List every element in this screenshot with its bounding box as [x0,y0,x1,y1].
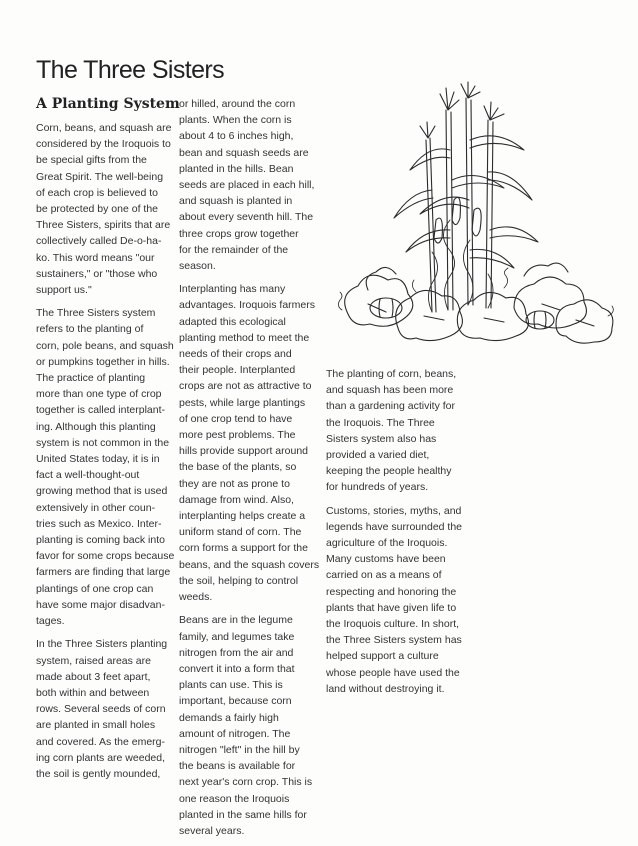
text-line: provided a varied diet, [326,449,430,462]
text-line: agriculture of the Iroquois. [326,537,448,550]
text-line: Customs, stories, myths, and [326,504,462,517]
text-line: are planted in small holes [36,719,156,732]
text-line: farmers are finding that large [36,566,171,579]
text-line: of each crop is believed to [36,186,158,199]
text-line: Sisters system also has [326,432,437,445]
text-line: the Iroquois. The Three [326,416,435,429]
text-line: both within and between [36,686,150,699]
text-line: ing corn plants are weeded, [36,751,165,764]
text-line: the beans is available for [179,760,296,773]
text-line: for the remainder of the [179,243,289,256]
text-line: carried on as a means of [326,569,442,582]
text-line: the base of the plants, so [179,461,297,474]
text-line: considered by the Iroquois to [36,138,171,151]
text-line: for hundreds of years. [326,481,429,494]
text-line: demands a fairly high [179,711,279,724]
text-line: helped support a culture [326,650,439,663]
text-line: more pest problems. The [179,429,296,442]
text-line: uniform stand of corn. The [179,526,302,539]
text-line: have some major disadvan- [36,598,165,611]
text-line: respecting and honoring the [326,585,457,598]
text-line: their people. Interplanted [179,364,296,377]
text-line: needs of their crops and [179,348,292,361]
text-column-1 [36,120,175,789]
text-line: be protected by one of the [36,203,159,216]
text-line: or hilled, around the corn [179,98,296,110]
text-line: damage from wind. Also, [179,493,294,506]
text-line: whose people have used the [326,666,460,679]
text-line: pests, while large plantings [179,396,306,409]
text-line: about every seventh hill. The [179,211,314,224]
text-column-2 [179,96,319,846]
text-line: bean and squash seeds are [179,146,309,159]
text-line: support us." [36,284,92,297]
text-line: Corn, beans, and squash are [36,122,172,134]
text-line: planted in the same hills for [179,808,307,821]
text-line: rows. Several seeds of corn [36,703,166,716]
text-line: tries such as Mexico. Inter- [36,517,162,530]
text-line: Many customs have been [326,553,446,566]
text-line: the Three Sisters system has [326,634,462,647]
corn-leaves [394,136,538,268]
text-line: ing. Although this planting [36,420,156,433]
text-line: United States today, it is in [36,453,160,466]
paragraph [36,305,175,629]
text-line: crops are not as attractive to [179,380,312,393]
text-line: The Three Sisters system [36,307,156,320]
text-line: planting is coming back into [36,534,165,547]
corn-tassels [420,82,504,138]
text-line: than a gardening activity for [326,400,455,413]
text-line: about 4 to 6 inches high, [179,130,294,143]
text-line: collectively called De-o-ha- [36,235,162,248]
text-line: they are not as prone to [179,477,290,490]
text-line: the soil is gently mounded, [36,767,161,780]
text-line: beans, and the squash covers [179,558,320,571]
paragraph [326,503,464,697]
text-line: and squash has been more [326,384,454,397]
page-title: The Three Sisters [36,56,225,84]
text-line: advantages. Iroquois farmers [179,299,315,312]
text-line: plants that have given life to [326,601,457,614]
text-line: three crops grow together [179,227,299,240]
text-line: season. [179,260,216,273]
three-sisters-illustration [328,80,620,348]
text-line: Three Sisters, spirits that are [36,219,171,232]
text-line: next year's corn crop. This is [179,776,313,789]
paragraph [179,612,319,839]
squash-leaves [345,263,613,343]
text-line: nitrogen from the air and [179,646,294,659]
paragraph [326,366,464,496]
text-line: planted in the hills. Bean [179,162,294,175]
text-line: convert it into a form that [179,662,295,675]
text-line: corn forms a support for the [179,542,308,555]
section-heading: A Planting System [36,96,180,112]
text-line: system is not common in the [36,436,170,449]
text-line: made about 3 feet apart, [36,670,151,683]
text-line: tages. [36,615,65,628]
text-line: plants. When the corn is [179,114,292,127]
text-line: weeds. [179,591,213,604]
text-line: growing method that is used [36,485,168,498]
text-line: land without destroying it. [326,682,445,695]
text-line: The practice of planting [36,372,146,385]
text-line: several years. [179,824,245,837]
text-line: plants can use. This is [179,679,283,692]
text-line: or pumpkins together in hills. [36,355,170,368]
text-line: Beans are in the legume [179,614,293,627]
paragraph [36,120,172,298]
text-line: legends have surrounded the [326,520,463,533]
text-line: of one crop tend to have [179,412,293,425]
text-line: fact a well-thought-out [36,469,140,482]
text-line: one reason the Iroquois [179,792,290,805]
text-line: refers to the planting of [36,323,144,336]
text-line: and squash is planted in [179,195,293,208]
text-line: the soil, helping to control [179,574,299,587]
text-line: hills provide support around [179,445,308,458]
text-column-3 [326,366,464,704]
text-line: Interplanting has many [179,283,286,296]
paragraph [179,281,319,605]
text-line: The planting of corn, beans, [326,368,457,380]
text-line: sustainers," or "those who [36,267,158,280]
text-line: seeds are placed in each hill, [179,179,315,192]
text-line: keeping the people healthy [326,465,452,478]
text-line: more than one type of crop [36,388,162,401]
text-line: family, and legumes take [179,630,295,643]
paragraph [179,96,319,274]
text-line: interplanting helps create a [179,510,306,523]
text-line: corn, pole beans, and squash [36,339,174,352]
paragraph [36,636,172,782]
text-line: favor for some crops because [36,550,175,563]
text-line: system, raised areas are [36,654,151,667]
text-line: together is called interplant- [36,404,165,417]
text-line: planting method to meet the [179,331,310,344]
text-line: adapted this ecological [179,315,286,328]
text-line: nitrogen "left" in the hill by [179,743,300,756]
text-line: be special gifts from the [36,154,147,167]
text-line: amount of nitrogen. The [179,727,291,740]
text-line: important, because corn [179,695,292,708]
text-line: the Iroquois culture. In short, [326,618,460,631]
text-line: ko. This word means "our [36,251,155,264]
text-line: and covered. As the emerg- [36,735,165,748]
text-line: In the Three Sisters planting [36,638,168,651]
text-line: Great Spirit. The well-being [36,170,164,183]
text-line: plantings of one crop can [36,582,154,595]
text-line: extensively in other coun- [36,501,156,514]
bean-vines [428,220,493,312]
